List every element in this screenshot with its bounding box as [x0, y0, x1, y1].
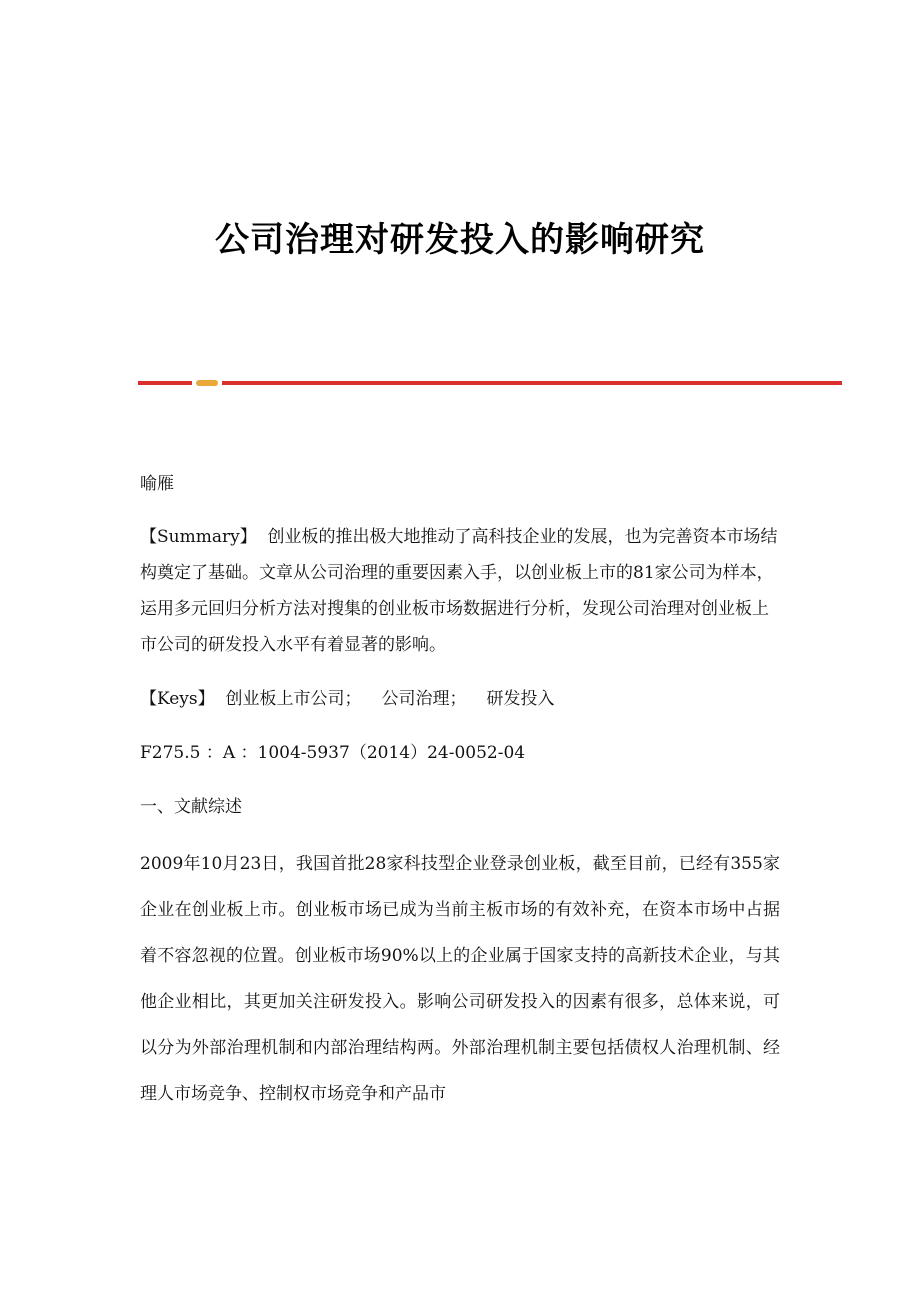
summary-label: 【Summary】	[140, 527, 257, 547]
keyword-item: 公司治理；	[381, 689, 467, 709]
divider-right-segment	[222, 381, 842, 385]
summary-text: 创业板的推出极大地推动了高科技企业的发展，也为完善资本市场结构奠定了基础。文章从公司治理的重要因素入手，以创业板上市的81家公司为样本，运用多元回归分析方法对搜集的创业板市场数据进行分析，发现公司治理对创业板上市公司的研发投入水平有着显著的影响。	[140, 527, 778, 655]
keywords-line	[140, 681, 780, 717]
keyword-item: 创业板上市公司；	[225, 689, 362, 709]
summary-paragraph	[140, 519, 780, 663]
author-name: 喻雁	[140, 474, 174, 494]
divider-ornament	[196, 380, 218, 386]
keys-label: 【Keys】	[140, 689, 215, 709]
page-title: 公司治理对研发投入的影响研究	[215, 220, 705, 260]
divider-left-segment	[138, 381, 192, 385]
article-content	[140, 466, 780, 1117]
title-divider	[138, 380, 842, 386]
section-heading: 一、文献综述	[140, 797, 242, 817]
body-paragraph: 2009年10月23日，我国首批28家科技型企业登录创业板，截至目前，已经有355家企业在创业板上市。创业板市场已成为当前主板市场的有效补充，在资本市场中占据着不容忽视的位置。创业板市场90%以上的企业属于国家支持的高新技术企业，与其他企业相比，其更加关注研发投入。影响公司研发投入的因素有很多，总体来说，可以分为外部治理机制和内部治理结构两。外部治理机制主要包括债权人治理机制、经理人市场竞争、控制权市场竞争和产品市	[140, 854, 780, 1104]
keyword-item: 研发投入	[486, 689, 555, 709]
classification-codes: F275.5 ：A ：1004-5937（2014）24-0052-04	[140, 743, 526, 763]
